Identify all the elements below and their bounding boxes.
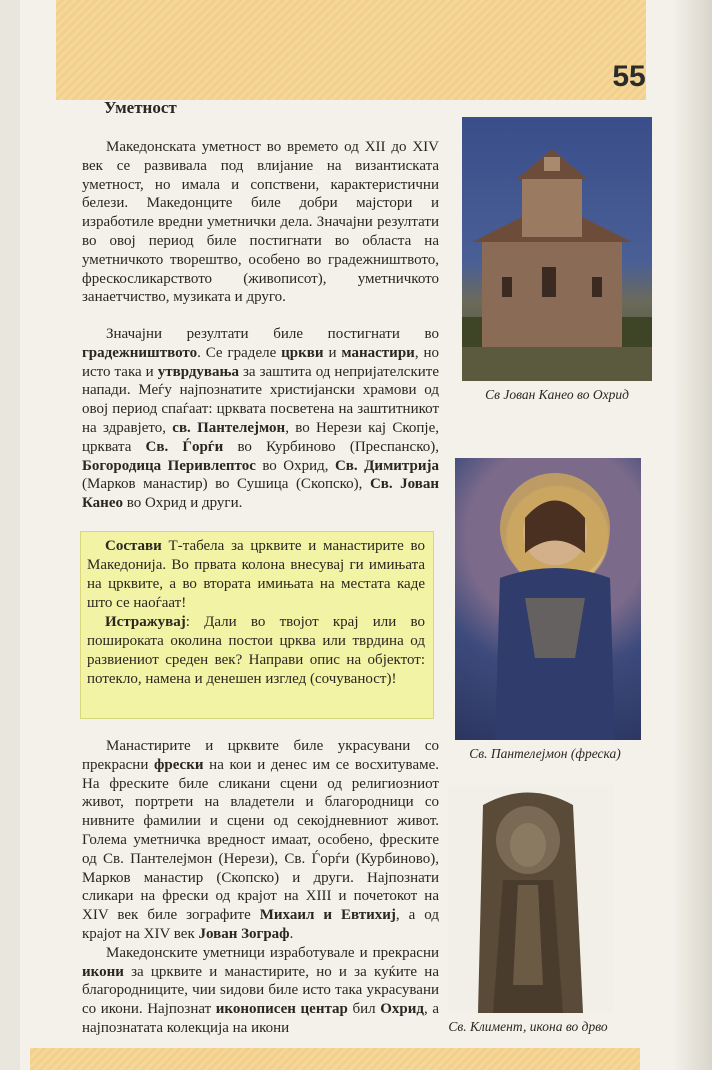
caption-icon: Св. Климент, икона во дрво [448,1019,608,1034]
term-st-demetrius: Св. Димитрија [334,457,439,474]
p2-text: , во Нерези кај Скопје, црквата [82,419,439,455]
term-perivleptos: Богородица Перивлептос [82,457,256,474]
caption-church: Св Јован Канео во Охрид [485,387,629,402]
term-churches: цркви [281,344,324,361]
callout-research [87,613,425,689]
p3-text: . [289,925,294,942]
paragraph-2 [82,325,439,513]
p2-text: за заштита од непријателските напади. Меѓу најпознатите христијански храмови од овој период спаѓаат: црквата посветена на заштитникот на здравјето, [82,363,439,436]
term-ohrid: Охрид [380,1001,424,1018]
paragraph-1-text: Македонската уметност во времето од XII до XIV век се развивала под влијание на византиската уметност, но имала и сопствени, карактеристични белези. Македонците биле добри мајстори и изработиле вредни уметнички дела. Значајни резултати во овој период биле постигнати во областа на уметничкото творештво, особено во градежништвото, фрескосликарството (живописот), уметничкото занаетчиство, музиката и друго. [82,139,439,306]
top-decorative-band [56,0,646,100]
fresco-photo [455,458,641,740]
callout-research-text: : Дали во твојот крај или во пошироката околина постои црква или тврдина од развиениот среден век? Направи опис на објектот: потекло, намена и денешен изглед (сочуваност)! [87,614,425,687]
callout-research-label: Истражувај [105,614,186,630]
paragraph-1 [82,138,439,307]
p2-text: во Охрид и други. [122,495,243,512]
term-st-panteleimon: св. Пантелејмон [172,419,286,436]
activity-callout [80,531,434,719]
term-icons: икони [82,963,124,980]
p2-text: и [323,344,342,361]
caption-fresco: Св. Пантелејмон (фреска) [469,746,621,761]
term-monasteries: манастири [341,344,415,361]
term-fortifications: утврдувања [157,363,239,380]
fresco-illustration [455,458,641,740]
p3-text: Манастирите и црквите биле украсувани со прекрасни [82,738,439,773]
p2-text: , но исто така и [82,344,440,380]
p4-text: Македонските уметници изработувале и прекрасни [106,944,439,961]
p4-text: за црквите и манастирите, но и за куќите на благородниците, чии ѕидови биле исто така украсувани со икони. Најпознат [82,963,439,1018]
p2-text: (Марков манастир) во Сушица (Скопско), [82,476,370,493]
p2-text: Значајни резултати биле постигнати во [106,326,439,342]
p3-text: , а од крајот на XIV век [82,907,439,942]
term-mihail-evtihij: Михаил и Евтихиј [259,907,396,924]
callout-compose-label: Состави [105,538,162,554]
term-st-john-kaneo: Св. Јован Канео [82,476,439,512]
p2-text: . Се граделе [197,344,282,361]
paragraph-4-text [82,944,439,1038]
church-illustration [462,117,652,381]
section-heading: Уметност [104,98,177,117]
callout-compose-text: Т-табела за црквите и манастирите во Македонија. Во првата колона внесувај ги имињата на црквите, а во втората имињата на местата каде што се наоѓаат! [87,538,425,611]
paragraph-2-text [82,325,439,513]
term-jovan-zograf: Јован Зограф [198,925,290,942]
term-icon-center: иконописен центар [215,1001,348,1018]
term-st-george: Св. Ѓорѓи [145,438,224,455]
paragraph-3-text [82,737,439,944]
wooden-icon-illustration [448,785,613,1013]
icon-photo [448,785,613,1013]
bottom-decorative-band [30,1048,640,1070]
page-edge [672,0,712,1070]
term-frescoes: фрески [154,756,204,773]
p4-text: бил [347,1001,381,1018]
callout-compose [87,537,425,613]
page-number: 55 [612,60,646,93]
church-photo [462,117,652,381]
paragraph-3 [82,737,439,1038]
term-construction: градежништвото [82,344,198,361]
p3-text: на кои и денес им се восхитуваме. На фреските биле сликани сцени од религиозниот живот, портрети на владетели и благородници со нивните фамилии и сцени од секојдневниот живот. Голема уметничка вредност имаат, особено, фреските од Св. Пантелејмон (Нерези), Св. Ѓорѓи (Курбиново), Марков манастир (Скопско) и други. Најпознати сликари на фрески од крајот на XIII и почетокот на XIV век биле зографите [82,756,439,924]
p4-text: , а најпознатата колекција на икони [82,1001,439,1036]
p2-text: во Охрид, [255,457,335,474]
p2-text: во Курбиново (Преспанско), [223,438,439,455]
